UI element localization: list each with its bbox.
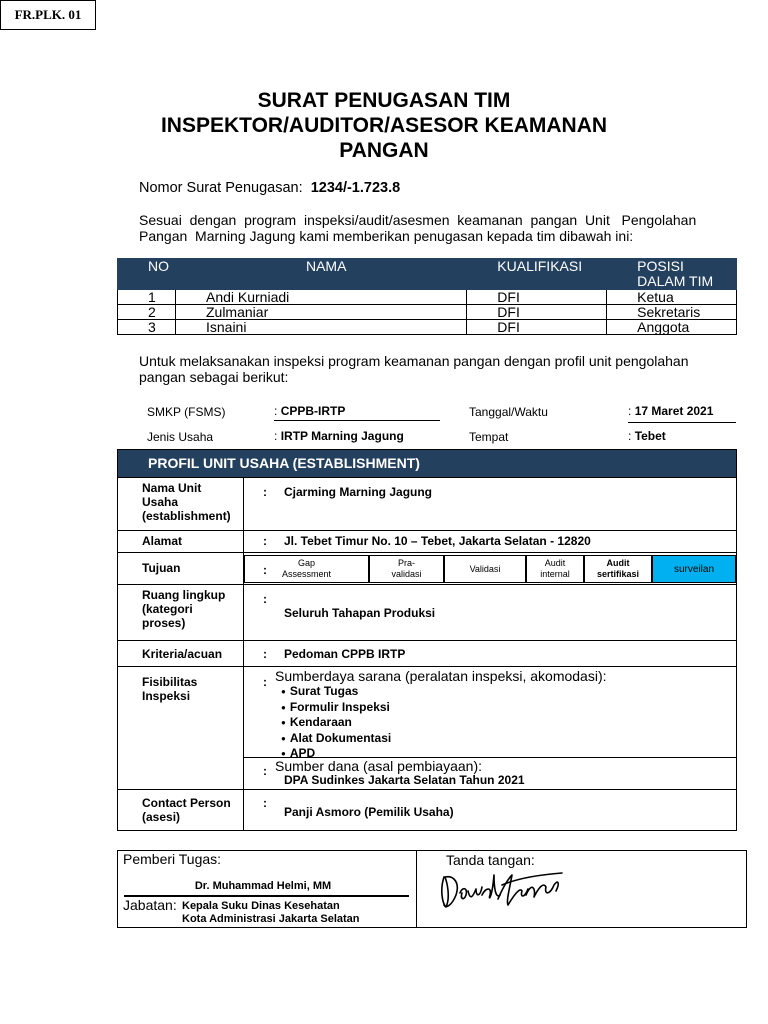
row-kualifikasi: DFI (467, 290, 607, 305)
jenis-field (274, 429, 404, 443)
list-item: ● Alat Dokumentasi (281, 731, 391, 747)
profile-header: PROFIL UNIT USAHA (ESTABLISHMENT) (118, 450, 736, 477)
tujuan-option-label: surveilan (673, 563, 715, 575)
row-no: 1 (118, 290, 176, 305)
title-line-2: INSPEKTOR/AUDITOR/ASESOR KEAMANAN (160, 114, 608, 137)
pemberi-label: Pemberi Tugas: (123, 851, 222, 867)
form-code-box (0, 0, 96, 30)
smkp-label: SMKP (FSMS) (147, 405, 226, 419)
row-posisi: Anggota (607, 320, 737, 335)
label-line: Usaha (142, 495, 179, 509)
label-line: (kategori (142, 602, 193, 616)
colon: : (263, 675, 267, 689)
nomor-value: 1234/-1.723.8 (310, 180, 401, 196)
tujuan-option[interactable] (584, 555, 652, 583)
label-line: Contact Person (142, 796, 231, 810)
table-row (118, 305, 737, 320)
nama-unit-label (118, 478, 244, 531)
row-posisi: Ketua (607, 290, 737, 305)
table-row (118, 320, 737, 335)
jabatan-line-2: Kota Administrasi Jakarta Selatan (182, 913, 360, 925)
row-fisibilitas (118, 666, 736, 790)
contact-value: Panji Asmoro (Pemilik Usaha) (284, 805, 454, 819)
jabatan-label: Jabatan: (123, 897, 177, 913)
header-posisi: POSISI DALAM TIM (607, 259, 737, 290)
jenis-value: IRTP Marning Jagung (280, 429, 404, 443)
row-nama: Andi Kurniadi (175, 290, 466, 305)
list-item: ● APD (281, 746, 391, 762)
colon: : (628, 404, 632, 418)
divider (416, 851, 417, 927)
colon: : (274, 429, 278, 443)
purpose-line-1: Untuk melaksanakan inspeksi program keamanan pangan dengan profil unit pengolahan (139, 353, 689, 369)
nama-unit-value: Cjarming Marning Jagung (284, 485, 433, 499)
list-item: ● Formulir Inspeksi (281, 700, 391, 716)
dana-title: Sumber dana (asal pembiayaan): (275, 758, 483, 774)
label-line: (asesi) (142, 810, 181, 824)
label-line: proses) (142, 616, 186, 630)
row-ruang-lingkup (118, 584, 736, 641)
row-contact (118, 789, 736, 831)
sarana-list (281, 684, 391, 762)
colon: : (263, 592, 267, 606)
nomor-label: Nomor Surat Penugasan: (139, 180, 303, 196)
nomor-surat (139, 180, 400, 196)
alamat-value: Jl. Tebet Timur No. 10 – Tebet, Jakarta Selatan - 12820 (284, 534, 591, 548)
tujuan-option[interactable] (652, 555, 736, 583)
title-line-1: SURAT PENUGASAN TIM (257, 89, 511, 112)
fisibilitas-label (118, 667, 244, 790)
sarana-title: Sumberdaya sarana (peralatan inspeksi, akomodasi): (275, 668, 607, 684)
label-line: Inspeksi (142, 689, 191, 703)
row-no: 2 (118, 305, 176, 320)
colon: : (263, 796, 267, 810)
label-line: (establishment) (142, 509, 231, 523)
tanda-label: Tanda tangan: (446, 852, 535, 868)
label-line: Nama Unit (142, 481, 202, 495)
colon: : (263, 563, 267, 577)
kriteria-value: Pedoman CPPB IRTP (284, 647, 406, 661)
list-item: ● Kendaraan (281, 715, 391, 731)
kriteria-label: Kriteria/acuan (118, 641, 244, 667)
tempat-value: Tebet (634, 429, 666, 443)
colon: : (263, 647, 267, 661)
row-nama-unit (118, 477, 736, 531)
label-line: Fisibilitas (142, 675, 198, 689)
colon: : (263, 534, 267, 548)
header-nama: NAMA (175, 259, 466, 290)
tujuan-option-label: Gap Assessment (281, 558, 332, 579)
tanggal-value: 17 Maret 2021 (634, 404, 714, 418)
title-line-3: PANGAN (339, 139, 429, 162)
ruang-label (118, 585, 244, 641)
tanggal-field (628, 404, 736, 423)
smkp-value: CPPB-IRTP (280, 404, 346, 418)
tempat-label: Tempat (469, 430, 509, 444)
row-tujuan (118, 552, 736, 585)
tujuan-option-label: Audit internal (540, 558, 570, 579)
intro-line-2: Pangan Marning Jagung kami memberikan penugasan kepada tim dibawah ini: (139, 228, 634, 244)
colon: : (263, 485, 267, 499)
row-kualifikasi: DFI (467, 320, 607, 335)
colon: : (628, 429, 632, 443)
colon: : (274, 404, 278, 418)
smkp-field (274, 404, 440, 421)
tujuan-option[interactable] (244, 555, 369, 583)
tujuan-label: Tujuan (118, 553, 244, 585)
colon: : (263, 764, 267, 778)
ruang-value: Seluruh Tahapan Produksi (284, 606, 436, 620)
alamat-label: Alamat (118, 531, 244, 553)
tujuan-option-label: Validasi (469, 563, 501, 574)
label-line: Ruang lingkup (142, 588, 226, 602)
purpose-line-2: pangan sebagai berikut: (139, 369, 289, 385)
tujuan-option[interactable] (526, 555, 584, 583)
row-no: 3 (118, 320, 176, 335)
tujuan-option[interactable] (444, 555, 526, 583)
tanggal-label: Tanggal/Waktu (469, 405, 548, 419)
form-code: FR.PLK. 01 (14, 7, 82, 22)
tujuan-option-label: Audit sertifikasi (596, 558, 640, 579)
row-posisi: Sekretaris (607, 305, 737, 320)
row-alamat (118, 530, 736, 553)
row-nama: Zulmaniar (175, 305, 466, 320)
intro-line-1: Sesuai dengan program inspeksi/audit/asesmen keamanan pangan Unit Pengolahan (139, 212, 697, 228)
tujuan-option[interactable] (369, 555, 444, 583)
row-kriteria (118, 640, 736, 667)
profile-table (117, 449, 737, 831)
table-row (118, 290, 737, 305)
header-no: NO (118, 259, 176, 290)
team-table (117, 258, 737, 335)
row-nama: Isnaini (175, 320, 466, 335)
signature-image (436, 865, 568, 915)
dana-value: DPA Sudinkes Jakarta Selatan Tahun 2021 (284, 773, 525, 787)
list-item: ● Surat Tugas (281, 684, 391, 700)
jenis-label: Jenis Usaha (147, 430, 214, 444)
tujuan-option-label: Pra- validasi (391, 558, 422, 579)
jabatan-line-1: Kepala Suku Dinas Kesehatan (182, 900, 340, 912)
row-kualifikasi: DFI (467, 305, 607, 320)
contact-label (118, 790, 244, 831)
team-table-header (118, 259, 737, 290)
signature-box (117, 850, 747, 928)
pemberi-name: Dr. Muhammad Helmi, MM (194, 880, 332, 892)
tempat-field (628, 429, 666, 443)
header-kualifikasi: KUALIFIKASI (467, 259, 607, 290)
